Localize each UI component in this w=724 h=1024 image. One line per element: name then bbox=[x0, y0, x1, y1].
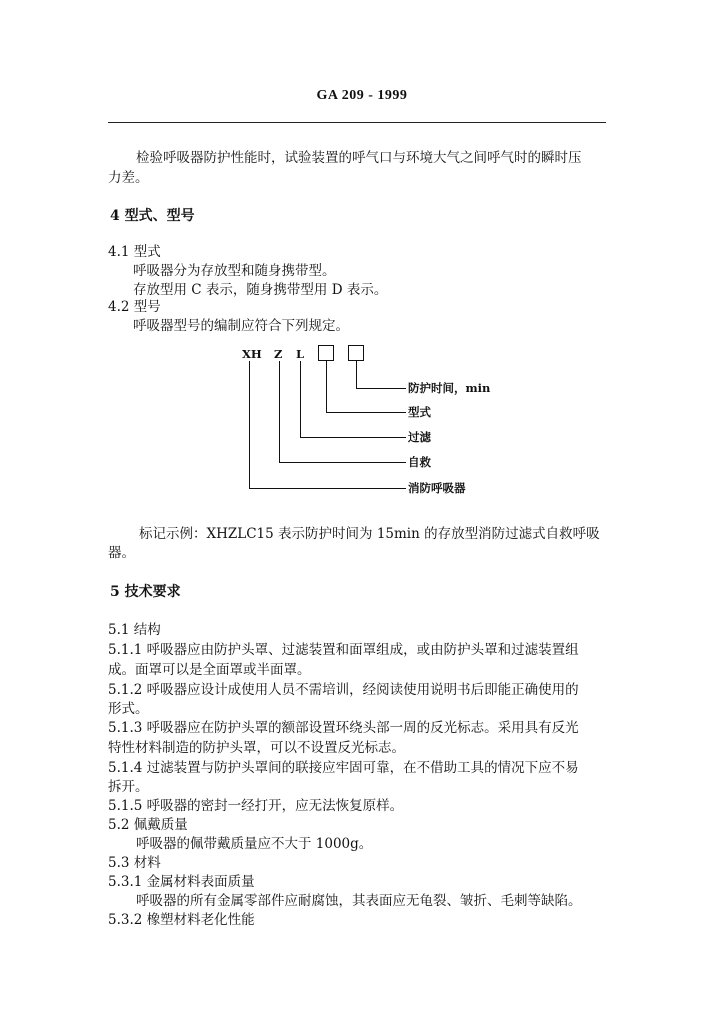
label-protection-time: 防护时间，min bbox=[408, 381, 491, 395]
section-4-2-para-1: 呼吸器型号的编制应符合下列规定。 bbox=[133, 318, 349, 334]
leader-selfrescue-v bbox=[279, 361, 280, 462]
s5-line: 5.3.1 金属材料表面质量 bbox=[108, 874, 255, 890]
section-4-1-title: 4.1 型式 bbox=[108, 244, 161, 260]
leader-fire-v bbox=[249, 361, 250, 488]
leader-type-h bbox=[326, 412, 406, 413]
leader-filter-h bbox=[300, 437, 406, 438]
section-4-2-title: 4.2 型号 bbox=[108, 299, 161, 315]
code-l: L bbox=[296, 347, 305, 361]
s5-line: 5.1 结构 bbox=[108, 622, 161, 638]
type-placeholder-box bbox=[318, 345, 334, 361]
s5-line: 呼吸器的佩带戴质量应不大于 1000g。 bbox=[136, 836, 373, 852]
s5-line: 5.2 佩戴质量 bbox=[108, 817, 188, 833]
section-4-title: 4 型式、型号 bbox=[110, 208, 195, 224]
s5-line: 5.1.2 呼吸器应设计成使用人员不需培训，经阅读使用说明书后即能正确使用的 bbox=[108, 682, 579, 698]
time-placeholder-box bbox=[348, 345, 364, 361]
label-self-rescue: 自救 bbox=[408, 455, 431, 469]
example-line-2: 器。 bbox=[108, 545, 135, 561]
leader-filter-v bbox=[300, 361, 301, 437]
leader-time-h bbox=[356, 388, 406, 389]
s5-line: 5.3.2 橡塑材料老化性能 bbox=[108, 912, 255, 928]
s5-line: 5.1.4 过滤装置与防护头罩间的联接应牢固可靠，在不借助工具的情况下应不易 bbox=[108, 760, 579, 776]
leader-type-v bbox=[326, 361, 327, 412]
s5-line: 成。面罩可以是全面罩或半面罩。 bbox=[108, 662, 311, 678]
s5-line: 5.1.1 呼吸器应由防护头罩、过滤装置和面罩组成，或由防护头罩和过滤装置组 bbox=[108, 642, 579, 658]
code-xh: XH bbox=[242, 347, 262, 361]
s5-line: 呼吸器的所有金属零部件应耐腐蚀，其表面应无龟裂、皱折、毛刺等缺陷。 bbox=[136, 893, 582, 909]
leader-selfrescue-h bbox=[279, 462, 406, 463]
section-5-title: 5 技术要求 bbox=[110, 584, 181, 600]
s5-line: 形式。 bbox=[108, 701, 149, 717]
example-line-1: 标记示例：XHZLC15 表示防护时间为 15min 的存放型消防过滤式自救呼吸 bbox=[139, 526, 600, 542]
s5-line: 拆开。 bbox=[108, 779, 149, 795]
s5-line: 5.1.3 呼吸器应在防护头罩的额部设置环绕头部一周的反光标志。采用具有反光 bbox=[108, 720, 579, 736]
section-4-1-para-2: 存放型用 C 表示，随身携带型用 D 表示。 bbox=[133, 282, 388, 298]
intro-line-1: 检验呼吸器防护性能时，试验装置的呼气口与环境大气之间呼气时的瞬时压 bbox=[136, 150, 582, 166]
leader-fire-h bbox=[249, 488, 406, 489]
s5-line: 5.1.5 呼吸器的密封一经打开，应无法恢复原样。 bbox=[108, 798, 404, 814]
label-fire-respirator: 消防呼吸器 bbox=[408, 481, 466, 495]
section-4-1-para-1: 呼吸器分为存放型和随身携带型。 bbox=[133, 263, 336, 279]
code-z: Z bbox=[274, 347, 283, 361]
label-type: 型式 bbox=[408, 405, 431, 419]
document-code: GA 209 - 1999 bbox=[316, 88, 408, 103]
s5-line: 特性材料制造的防护头罩，可以不设置反光标志。 bbox=[108, 740, 405, 756]
s5-line: 5.3 材料 bbox=[108, 855, 161, 871]
header-rule bbox=[108, 122, 606, 123]
leader-time-v bbox=[356, 361, 357, 388]
label-filter: 过滤 bbox=[408, 430, 431, 444]
intro-line-2: 力差。 bbox=[108, 170, 149, 186]
